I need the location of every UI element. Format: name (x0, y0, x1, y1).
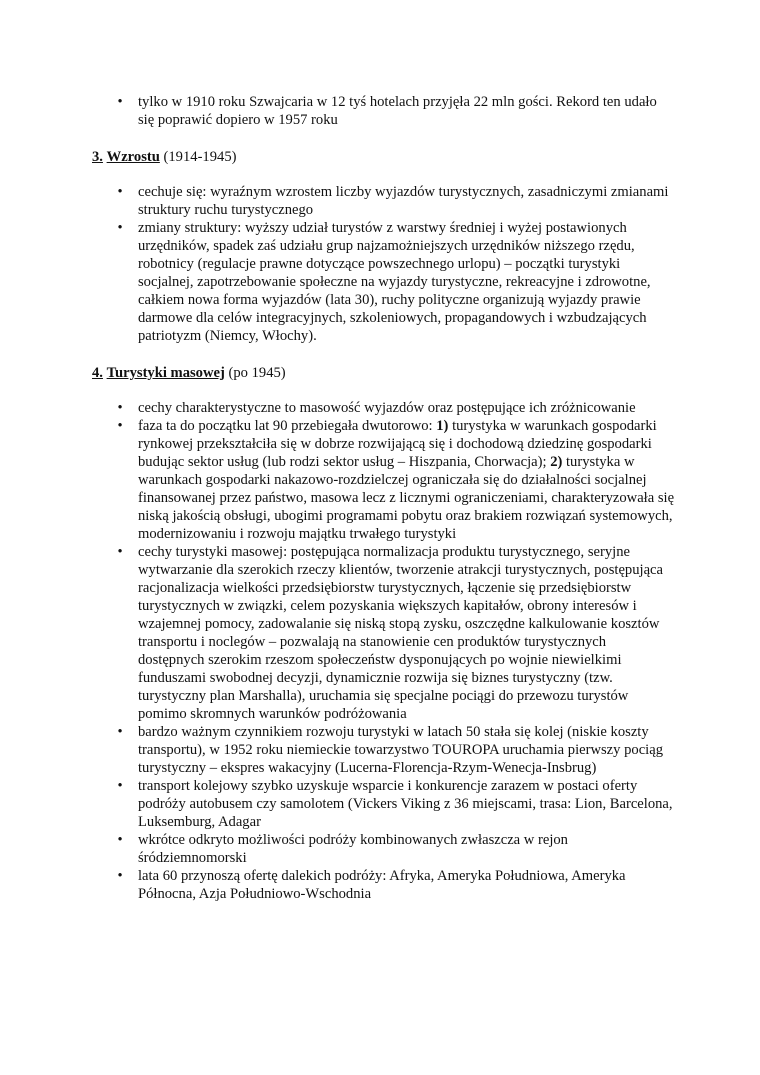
list-item-text: tylko w 1910 roku Szwajcaria w 12 tyś hotelach przyjęła 22 mln gości. Rekord ten udało się poprawić dopiero w 1957 roku (138, 94, 657, 128)
bullet-icon: • (117, 868, 123, 884)
list-item (0, 831, 760, 867)
bullet-icon: • (117, 94, 123, 110)
bullet-icon: • (117, 724, 123, 740)
list-item-text: transport kolejowy szybko uzyskuje wsparcie i konkurencje zarazem w postaci oferty podróży autobusem czy samolotem (Vickers Viking z 36 miejscami, trasa: Lion, Barcelona, Luksemburg, Adagar (138, 778, 673, 830)
list-item-text: wkrótce odkryto możliwości podróży kombinowanych zwłaszcza w rejon śródziemnomorski (138, 832, 568, 866)
bullet-icon: • (117, 778, 123, 794)
bullet-icon: • (117, 220, 123, 236)
section-4-period: (po 1945) (228, 365, 286, 381)
section-4-heading (92, 364, 286, 382)
bullet-icon: • (117, 832, 123, 848)
list-item (0, 417, 760, 543)
list-item (0, 183, 760, 219)
list-item (0, 723, 760, 777)
list-item-text: zmiany struktury: wyższy udział turystów z warstwy średniej i wyżej postawionych urzędników, spadek zaś udziału grup najzamożniejszych urzędników niższego rzędu, robotnicy (regulacje prawne dotyczące powszechnego urlopu) – początki turystyki socjalnej, zapotrzebowanie społeczne na wyjazdy turystyczne, rekreacyjne i zdrowotne, całkiem nowa forma wyjazdów (lata 30), ruchy polityczne organizują wyjazdy prawie darmowe dla celów integracyjnych, szkoleniowych, propagandowych i wzbudzających patriotyzm (Niemcy, Włochy). (138, 220, 651, 344)
list-item-number: 1) (436, 418, 449, 434)
section-3-period: (1914-1945) (163, 149, 237, 165)
list-item (0, 777, 760, 831)
bullet-icon: • (117, 418, 123, 434)
section-3-title: Wzrostu (106, 149, 160, 165)
list-item (0, 399, 760, 417)
intro-bullet-list (0, 93, 760, 129)
list-item-text: cechuje się: wyraźnym wzrostem liczby wyjazdów turystycznych, zasadniczymi zmianami struktury ruchu turystycznego (138, 184, 669, 218)
list-item-text: turystyka w warunkach gospodarki nakazowo-rozdzielczej ograniczała się do działalności socjalnej finansowanej przez państwo, masowa lecz z licznymi ograniczeniami, charakteryzowała się niską jakością obsługi, ubogimi programami pobytu oraz brakiem rozwiązań systemowych, modernizowaniu i rozwoju majątku trwałego turystyki (138, 454, 675, 542)
list-item (0, 219, 760, 345)
list-item-text: lata 60 przynoszą ofertę dalekich podróży: Afryka, Ameryka Południowa, Ameryka Północna, Azja Południowo-Wschodnia (138, 868, 626, 902)
list-item (0, 93, 760, 129)
list-item-text: faza ta do początku lat 90 przebiegała dwutorowo: (138, 418, 437, 434)
list-item-text: bardzo ważnym czynnikiem rozwoju turystyki w latach 50 stała się kolej (niskie koszty transportu), w 1952 roku niemieckie towarzystwo TOUROPA uruchamia pierwszy pociąg turystyczny – ekspres wakacyjny (Lucerna-Florencja-Rzym-Wenecja-Insbrug) (138, 724, 664, 776)
section-4-number: 4. (92, 365, 103, 381)
list-item-text: cechy charakterystyczne to masowość wyjazdów oraz postępujące ich zróżnicowanie (138, 400, 636, 416)
section-3-heading (92, 148, 236, 166)
bullet-icon: • (117, 184, 123, 200)
list-item (0, 867, 760, 903)
section-4-bullet-list (0, 399, 760, 903)
section-4-title: Turystyki masowej (106, 365, 225, 381)
list-item-text: turystyka w warunkach gospodarki rynkowej przekształciła się w dobrze rozwijającą się i dochodową dziedzinę gospodarki budując sektor usług (lub rodzi sektor usług – Hiszpania, Chorwacja); (138, 418, 657, 470)
section-3-number: 3. (92, 149, 103, 165)
list-item-number: 2) (550, 454, 563, 470)
bullet-icon: • (117, 544, 123, 560)
bullet-icon: • (117, 400, 123, 416)
section-3-bullet-list (0, 183, 760, 345)
list-item-text: cechy turystyki masowej: postępująca normalizacja produktu turystycznego, seryjne wytwarzanie dla szerokich rzeczy klientów, tworzenie atrakcji turystycznych, postępująca racjonalizacja wielkości przedsiębiorstw turystycznych, łączenie się przedsiębiorstw turystycznych w związki, celem pozyskania większych kapitałów, obrony interesów i wzajemnej pomocy, zadowalanie się niską stopą zysku, oszczędne kalkulowanie kosztów transportu i noclegów – pozwalają na stanowienie cen produktów turystycznych dostępnych szerokim rzeszom społeczeństw dysponujących po wojnie niewielkimi funduszami swobodnej decyzji, dynamicznie rozwija się biznes turystyczny (tzw. turystyczny plan Marshalla), uruchamia się specjalne pociągi do przewozu turystów pomimo skromnych warunków podróżowania (138, 544, 664, 722)
list-item (0, 543, 760, 723)
